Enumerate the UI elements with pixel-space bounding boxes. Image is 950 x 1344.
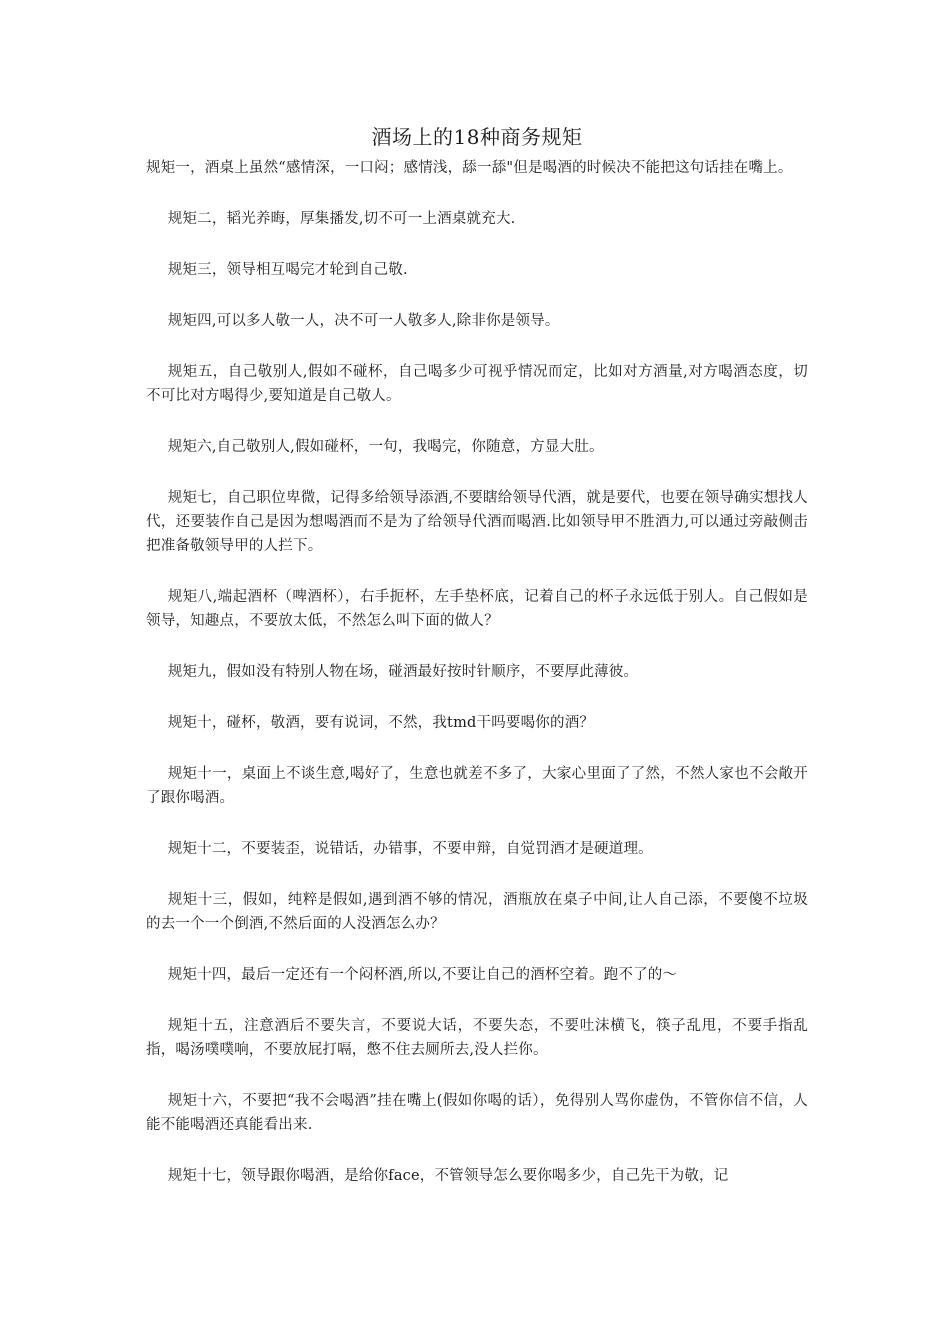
paragraph-rule-10: 规矩十，碰杯，敬酒，要有说词，不然，我tmd干吗要喝你的酒？ <box>167 715 595 731</box>
paragraph-rule-12: 规矩十二，不要装歪，说错话，办错事，不要申辩，自觉罚酒才是硬道理。 <box>167 841 653 857</box>
document-body <box>146 124 808 1215</box>
paragraph-rule-14: 规矩十四，最后一定还有一个闷杯酒,所以,不要让自己的酒杯空着。跑不了的～ <box>167 967 678 983</box>
paragraph-rule-16: 规矩十六，不要把“我不会喝酒”挂在嘴上(假如你喝的话），免得别人骂你虚伪，不管你信不信，人能不能喝酒还真能看出来. <box>146 1093 808 1133</box>
paragraph-rule-1: 规矩一，酒桌上虽然“感情深，一口闷；感情浅，舔一舔"但是喝酒的时候决不能把这句话挂在嘴上。 <box>146 160 793 176</box>
paragraph-rule-15: 规矩十五，注意酒后不要失言，不要说大话，不要失态，不要吐沫横飞，筷子乱甩，不要手指乱指，喝汤噗噗响，不要放屁打嗝，憋不住去厕所去,没人拦你。 <box>146 1018 808 1058</box>
document-title: 酒场上的18种商务规矩 <box>371 125 583 149</box>
paragraph-rule-11: 规矩十一，桌面上不谈生意,喝好了，生意也就差不多了，大家心里面了了然，不然人家也不会敞开了跟你喝酒。 <box>146 766 808 806</box>
paragraph-rule-2: 规矩二，韬光养晦，厚集播发,切不可一上酒桌就充大. <box>167 211 516 227</box>
paragraph-rule-5: 规矩五，自己敬别人,假如不碰杯，自己喝多少可视乎情况而定，比如对方酒量,对方喝酒态度，切不可比对方喝得少,要知道是自己敬人。 <box>146 364 808 404</box>
paragraph-rule-3: 规矩三，领导相互喝完才轮到自己敬. <box>167 262 408 278</box>
paragraph-rule-17: 规矩十七，领导跟你喝酒，是给你face，不管领导怎么要你喝多少，自己先干为敬，记 <box>167 1168 729 1184</box>
paragraph-rule-4: 规矩四,可以多人敬一人，决不可一人敬多人,除非你是领导。 <box>167 313 560 329</box>
paragraph-rule-9: 规矩九，假如没有特别人物在场，碰酒最好按时针顺序，不要厚此薄彼。 <box>167 664 639 680</box>
paragraph-rule-7: 规矩七，自己职位卑微，记得多给领导添酒,不要瞎给领导代酒，就是要代，也要在领导确实想找人代，还要装作自己是因为想喝酒而不是为了给领导代酒而喝酒.比如领导甲不胜酒力,可以通过旁敲侧击把准备敬领导甲的人拦下。 <box>146 490 808 554</box>
paragraph-rule-8: 规矩八,端起酒杯（啤酒杯），右手扼杯，左手垫杯底，记着自己的杯子永远低于别人。自己假如是领导，知趣点，不要放太低，不然怎么叫下面的做人？ <box>146 589 808 629</box>
paragraph-rule-6: 规矩六,自己敬别人,假如碰杯，一句，我喝完，你随意，方显大肚。 <box>167 439 604 455</box>
paragraph-rule-13: 规矩十三，假如，纯粹是假如,遇到酒不够的情况，酒瓶放在桌子中间,让人自己添，不要傻不垃圾的去一个一个倒酒,不然后面的人没酒怎么办？ <box>146 892 808 932</box>
